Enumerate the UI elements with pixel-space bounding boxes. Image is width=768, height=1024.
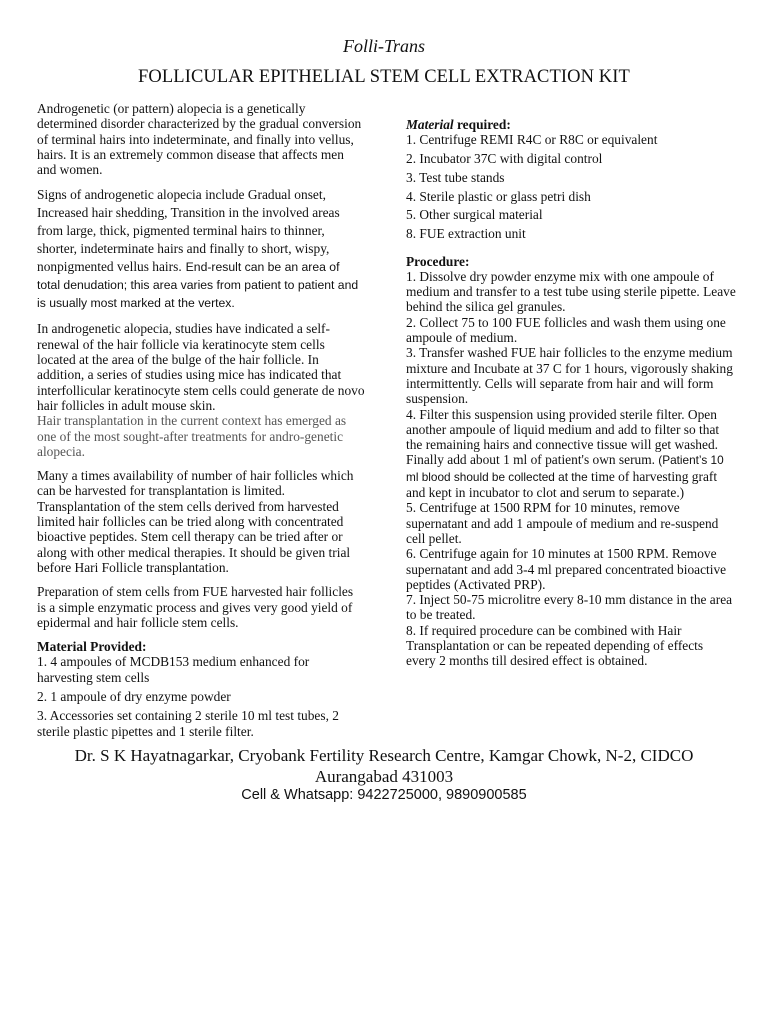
required-word: required: [453, 117, 511, 132]
required-item: 4. Sterile plastic or glass petri dish [406, 188, 591, 204]
signs-end-result-text: End-result can be an area of total denudation; this area varies from patient to patient and is usually most marked at the vertex. [37, 260, 359, 311]
required-item: 8. FUE extraction unit [406, 226, 526, 242]
procedure-step: 3. Transfer washed FUE hair follicles to the enzyme medium mixture and Incubate at 37 C for 1 hours, vigorously shaking intermittently. Cells will separate from hair and will form suspension. [406, 345, 733, 407]
required-item: 2. Incubator 37C with digital control [406, 151, 603, 167]
required-item: 1. Centrifuge REMI R4C or R8C or equivalent [406, 132, 658, 148]
step4-blood-note: (Patient’s 10 ml blood should be collected at the [406, 453, 724, 484]
procedure-step-4 [406, 407, 736, 501]
required-item: 5. Other surgical material [406, 207, 543, 223]
intro-paragraph: Androgenetic (or pattern) alopecia is a genetically determined disorder characterized by the gradual conversion of terminal hairs into indeterminate, and finally into vellus, hairs. It is an extremely common disease that affects men and women. [37, 101, 362, 178]
signs-text: Signs of androgenetic alopecia include Gradual onset, Increased hair shedding, Transition in the involved areas from large, thick, pigmented terminal hairs to thinner, shorter, indeterminate hairs and finally to short, wispy, nonpigmented vellus hairs. [37, 187, 340, 275]
studies-text: In androgenetic alopecia, studies have indicated a self-renewal of the hair follicle via keratinocyte stem cells located at the area of the bulge of the hair follicle. In addition, a series of studies using mice has indicated that interfollicular keratinocyte stem cells could generate de novo hair follicles in adult mouse skin. [37, 321, 365, 413]
procedure-step: 8. If required procedure can be combined with Hair Transplantation or can be repeated depending of effects every 2 months till desired effect is obtained. [406, 622, 704, 669]
step4-note-end: time of harvesting graft and kept in incubator to clot and serum to separate.) [406, 468, 718, 501]
required-item: 3. Test tube stands [406, 169, 505, 185]
page-title: FOLLICULAR EPITHELIAL STEM CELL EXTRACTION KIT [138, 67, 630, 87]
material-provided-heading: Material Provided: [37, 639, 147, 655]
provided-item: 2. 1 ampoule of dry enzyme powder [37, 689, 231, 705]
material-required-heading [406, 117, 736, 132]
studies-paragraph [37, 321, 365, 459]
footer-city-line: Aurangabad 431003 [314, 767, 454, 786]
brand-name: Folli-Trans [342, 36, 426, 56]
material-word: Material [406, 117, 454, 132]
procedure-step: 6. Centrifuge again for 10 minutes at 1500 RPM. Remove supernatant and add 3-4 ml prepared concentrated bioactive peptides (Activated PRP). [406, 546, 727, 592]
left-column [37, 101, 365, 739]
footer-address-line: Dr. S K Hayatnagarkar, Cryobank Fertility Research Centre, Kamgar Chowk, N-2, CIDCO [74, 746, 694, 765]
step4-text: 4. Filter this suspension using provided sterile filter. Open another ampoule of liquid medium and add to filter so that the remaining hairs and connective tissue will get washed. Finally add about 1 ml of patient's own serum. [406, 406, 720, 468]
procedure-step: 1. Dissolve dry powder enzyme mix with one ampoule of medium and transfer to a test tube using sterile pipette. Leave behind the silica gel granules. [406, 268, 736, 315]
provided-item: 3. Accessories set containing 2 sterile 10 ml test tubes, 2 sterile plastic pipettes and 1 sterile filter. [37, 708, 339, 739]
procedure-step: 7. Inject 50-75 microlitre every 8-10 mm distance in the area to be treated. [406, 592, 733, 623]
procedure-step: 2. Collect 75 to 100 FUE follicles and wash them using one ampoule of medium. [406, 314, 726, 346]
procedure-step: 5. Centrifuge at 1500 RPM for 10 minutes, remove supernatant and add 1 ampoule of medium and re-suspend cell pellet. [406, 500, 719, 546]
footer-contact-line: Cell & Whatsapp: 9422725000, 9890900585 [241, 787, 527, 803]
transplant-context-text: Hair transplantation in the current context has emerged as one of the most sought-after treatments for andro-genetic alopecia. [37, 413, 347, 459]
signs-paragraph [37, 186, 365, 312]
procedure-heading: Procedure: [406, 253, 470, 269]
right-column [406, 117, 736, 669]
availability-paragraph: Many a times availability of number of hair follicles which can be harvested for transplantation is limited. Transplantation of the stem cells derived from harvested limited hair follicles can be tried along with concentrated bioactive peptides. Stem cell therapy can be tried after or along with other medical therapies. It should be given trial before Hari Follicle transplantation. [37, 468, 354, 575]
provided-item: 1. 4 ampoules of MCDB153 medium enhanced for harvesting stem cells [37, 654, 310, 685]
preparation-paragraph: Preparation of stem cells from FUE harvested hair follicles is a simple enzymatic process and gives very good yield of epidermal and hair follicle stem cells. [37, 584, 354, 630]
